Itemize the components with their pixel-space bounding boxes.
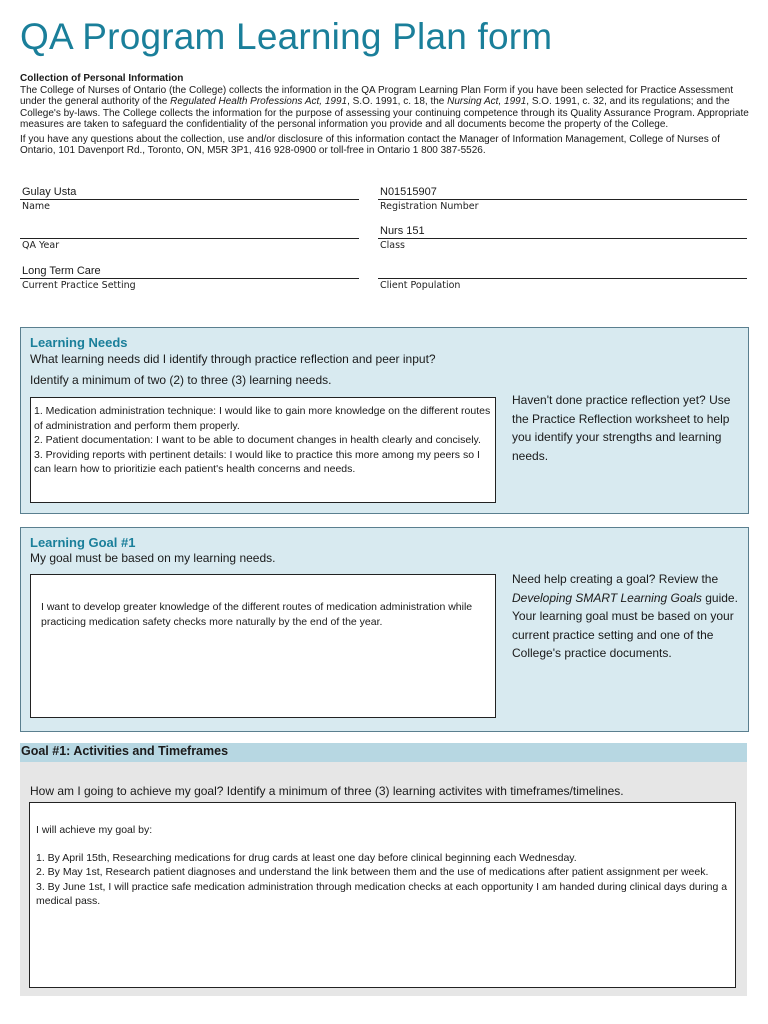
privacy-text-a: The College of Nurses of Ontario (the College) collects the information in the QA Program Learning Plan Form if you have been selected for Practice Assessment under the general authority of the <box>20 84 734 107</box>
activities-intro: I will achieve my goal by: <box>36 824 153 836</box>
qa-year-field[interactable] <box>20 225 359 259</box>
registration-underline <box>378 199 747 200</box>
registration-label: Registration Number <box>380 201 479 212</box>
activities-question: How am I going to achieve my goal? Identify a minimum of three (3) learning activites with timeframes/timelines. <box>30 784 624 798</box>
class-value[interactable]: Nurs 151 <box>380 225 425 237</box>
client-population-field[interactable] <box>378 265 747 299</box>
learning-goal-answer: I want to develop greater knowledge of the different routes of medication administration while practicing medication safety checks more naturally by the end of the year. <box>41 601 473 628</box>
learning-needs-help: Haven't done practice reflection yet? Use the Practice Reflection worksheet to help you identify your strengths and learning needs. <box>512 393 731 463</box>
qa-year-label: QA Year <box>22 240 60 251</box>
registration-value[interactable]: N01515907 <box>380 186 437 198</box>
name-value[interactable]: Gulay Usta <box>22 186 77 198</box>
activity-item: 1. By April 15th, Researching medications for drug cards at least one day before clinical beginning each Wednesday. <box>36 852 577 865</box>
learning-goal-help <box>512 570 744 663</box>
learning-needs-textarea[interactable] <box>30 397 496 503</box>
smart-goals-guide: Developing SMART Learning Goals <box>512 590 702 605</box>
learning-goal-question: My goal must be based on my learning needs. <box>30 551 276 565</box>
goal-help-text-a: Need help creating a goal? Review the <box>512 572 719 586</box>
activities-title: Goal #1: Activities and Timeframes <box>20 743 747 762</box>
activities-section <box>20 762 747 996</box>
client-population-label: Client Population <box>380 280 461 291</box>
privacy-notice <box>20 73 750 157</box>
privacy-heading: Collection of Personal Information <box>20 73 184 84</box>
learning-need-item: 2. Patient documentation: I want to be able to document changes in health clearly and concisely. <box>34 434 481 446</box>
name-field[interactable] <box>20 186 359 220</box>
activity-item: 2. By May 1st, Research patient diagnoses and understand the link between them and the use of medications after patient assignment per week. <box>36 866 709 879</box>
registration-field[interactable] <box>378 186 747 220</box>
act-name-1: Regulated Health Professions Act, 1991 <box>170 96 348 107</box>
learning-needs-title: Learning Needs <box>30 335 128 350</box>
learning-goal-textarea[interactable] <box>30 574 496 718</box>
class-label: Class <box>380 240 405 251</box>
privacy-paragraph-2: If you have any questions about the collection, use and/or disclosure of this information contact the Manager of Information Management, College of Nurses of Ontario, 101 Davenport Rd., Toronto, ON, M5R 3P1, 416 928-0900 or toll-free in Ontario 1 800 387-5526. <box>20 133 720 156</box>
practice-setting-field[interactable] <box>20 265 359 299</box>
class-underline <box>378 238 747 239</box>
practice-setting-value[interactable]: Long Term Care <box>22 265 101 277</box>
learning-need-item: 1. Medication administration technique: I would like to gain more knowledge on the different routes of administration and perform them properly. <box>34 405 491 432</box>
privacy-text-c: , S.O. 1991, c. 32, and its regulations; and the College's by-laws. The College collects the information for the purpose of assessing your continuing competence through its Quality Assurance Program. Appropriate measures are taken to safeguard the confidentiality of the personal information you provide and all documents become the property of the College. <box>20 96 749 130</box>
practice-setting-underline <box>20 278 359 279</box>
learning-need-item: 3. Providing reports with pertinent details: I would like to practice this more among my peers so I can learn how to prioritizie each patient's health concerns and needs. <box>34 448 480 475</box>
name-underline <box>20 199 359 200</box>
privacy-paragraph-1 <box>20 85 750 131</box>
goal-help-note: Your learning goal must be based on your current practice setting and one of the College's practice documents. <box>512 609 734 660</box>
learning-goal-section <box>20 527 749 732</box>
goal-help-text-b: guide. <box>701 590 738 605</box>
learning-needs-question: What learning needs did I identify through practice reflection and peer input? <box>30 352 436 366</box>
client-population-underline <box>378 278 747 279</box>
privacy-text-b: , S.O. 1991, c. 18, the <box>347 96 448 107</box>
qa-year-underline <box>20 238 359 239</box>
activities-textarea[interactable] <box>29 802 736 988</box>
act-name-2: Nursing Act, 1991 <box>447 96 527 107</box>
class-field[interactable] <box>378 225 747 259</box>
learning-goal-title: Learning Goal #1 <box>30 535 136 550</box>
learning-needs-instruction: Identify a minimum of two (2) to three (3) learning needs. <box>30 373 332 387</box>
activity-item: 3. By June 1st, I will practice safe medication administration through medication checks at each opportunity I am handed during clinical days during a medical pass. <box>36 880 728 907</box>
learning-needs-section <box>20 327 749 514</box>
page-title: QA Program Learning Plan form <box>20 16 553 57</box>
practice-setting-label: Current Practice Setting <box>22 280 136 291</box>
name-label: Name <box>22 201 51 212</box>
